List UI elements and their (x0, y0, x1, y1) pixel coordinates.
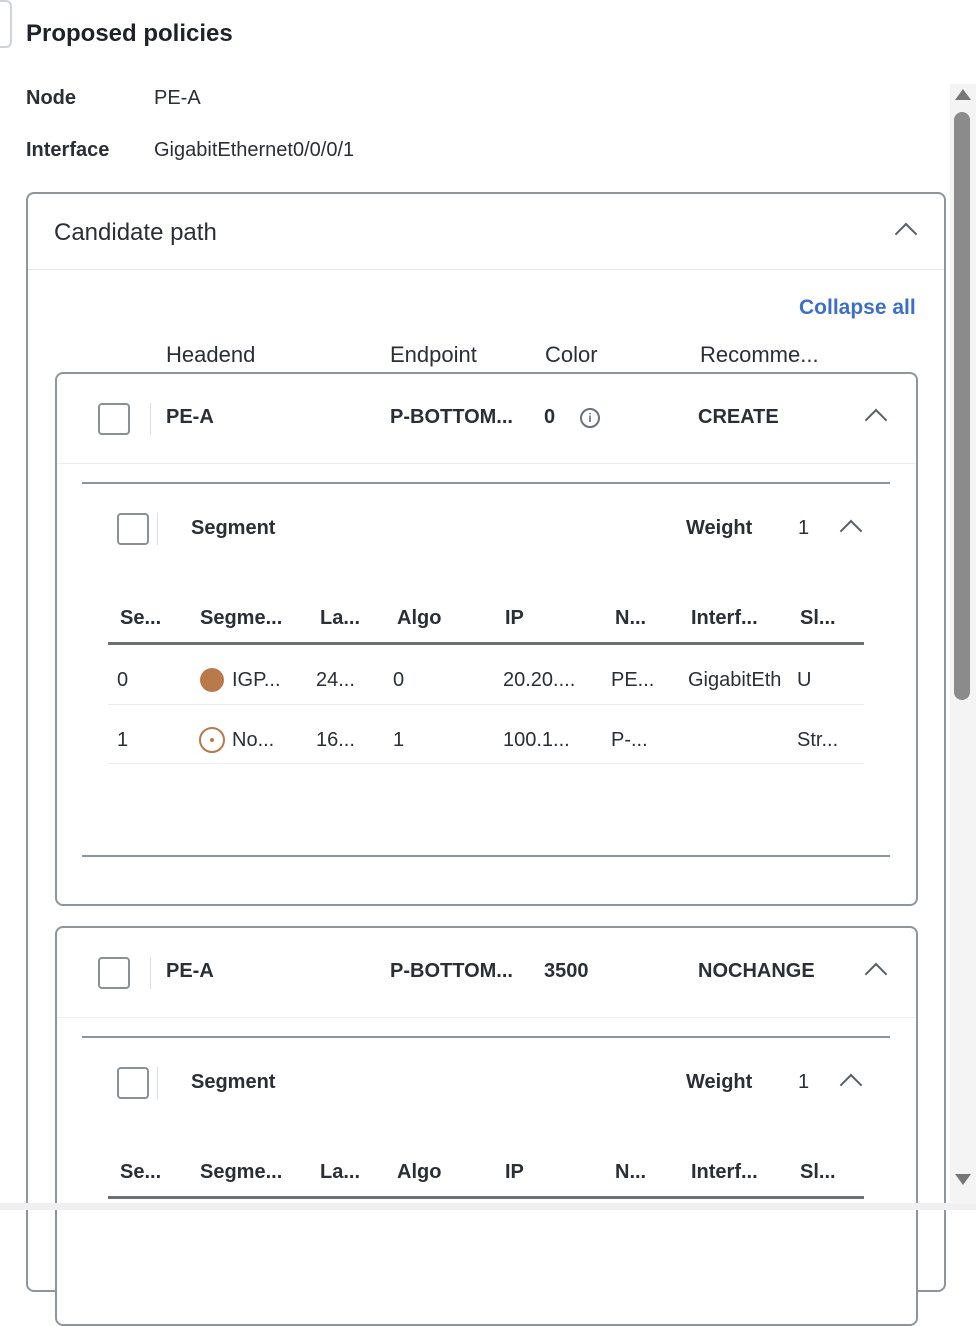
collapse-all-link[interactable]: Collapse all (799, 296, 916, 319)
interface-value: GigabitEthernet0/0/0/1 (154, 139, 355, 161)
node-label: Node (26, 87, 76, 109)
filled-circle-icon (200, 668, 224, 692)
policy-card (55, 926, 918, 1326)
policy-card (55, 372, 918, 906)
endpoint-value: P-BOTTOM... (390, 960, 513, 982)
th-sid[interactable]: Sl... (800, 1161, 836, 1183)
color-value: 3500 (544, 960, 589, 982)
separator (157, 513, 158, 545)
headend-value: PE-A (166, 960, 214, 982)
separator (157, 1067, 158, 1099)
node-circle-icon (199, 727, 225, 753)
column-color: Color (545, 342, 598, 367)
weight-label: Weight (686, 517, 753, 539)
th-algo[interactable]: Algo (397, 1161, 442, 1183)
cell: 0 (393, 669, 405, 691)
info-icon[interactable]: i (580, 408, 600, 428)
cell: U (797, 669, 812, 691)
segment-checkbox[interactable] (117, 1067, 149, 1099)
candidate-path-title: Candidate path (54, 219, 217, 246)
cell: P-... (611, 729, 648, 751)
segment-top-border (82, 482, 890, 484)
policy-checkbox[interactable] (98, 403, 130, 435)
cell: PE... (611, 669, 655, 691)
th-algo[interactable]: Algo (397, 607, 442, 629)
scrollbar[interactable] (950, 84, 976, 1204)
column-headend: Headend (166, 342, 256, 367)
divider (57, 463, 916, 464)
cell: 1 (117, 729, 129, 751)
scroll-up-arrow-icon[interactable] (955, 89, 971, 100)
divider (57, 1017, 916, 1018)
cell: 100.1... (503, 729, 570, 751)
th-segment-type[interactable]: Segme... (200, 1161, 283, 1183)
recommendation-value: NOCHANGE (698, 960, 815, 982)
cell: No... (232, 729, 275, 751)
cell: GigabitEth (688, 669, 782, 691)
segment-checkbox[interactable] (117, 513, 149, 545)
chevron-up-icon[interactable] (895, 223, 918, 246)
color-value: 0 (544, 406, 556, 428)
th-label[interactable]: La... (320, 1161, 361, 1183)
column-endpoint: Endpoint (390, 342, 477, 367)
th-interface[interactable]: Interf... (691, 607, 758, 629)
cell: 1 (393, 729, 405, 751)
row-divider (108, 704, 864, 705)
table-header-border (108, 642, 864, 645)
segment-top-border (82, 1036, 890, 1038)
row-divider (108, 763, 864, 764)
page-title: Proposed policies (26, 20, 233, 47)
cell: 24... (316, 669, 355, 691)
headend-value: PE-A (166, 406, 214, 428)
candidate-path-header[interactable] (28, 194, 944, 270)
th-interface[interactable]: Interf... (691, 1161, 758, 1183)
th-ip[interactable]: IP (505, 607, 524, 629)
weight-value: 1 (798, 517, 810, 539)
cell: 0 (117, 669, 129, 691)
segment-bottom-border (82, 855, 890, 857)
cell: IGP... (232, 669, 281, 691)
th-node[interactable]: N... (615, 607, 647, 629)
scrollbar-thumb[interactable] (954, 112, 970, 700)
cell: 16... (316, 729, 355, 751)
interface-label: Interface (26, 139, 110, 161)
th-sid[interactable]: Sl... (800, 607, 836, 629)
th-sequence[interactable]: Se... (120, 1161, 162, 1183)
bottom-edge (0, 1203, 976, 1210)
node-value: PE-A (154, 87, 201, 109)
scroll-down-arrow-icon[interactable] (955, 1174, 971, 1185)
recommendation-value: CREATE (698, 406, 779, 428)
weight-value: 1 (798, 1071, 810, 1093)
cell: 20.20.... (503, 669, 576, 691)
th-sequence[interactable]: Se... (120, 607, 162, 629)
th-node[interactable]: N... (615, 1161, 647, 1183)
th-label[interactable]: La... (320, 607, 361, 629)
separator (150, 403, 151, 435)
th-segment-type[interactable]: Segme... (200, 607, 283, 629)
cell: Str... (797, 729, 839, 751)
th-ip[interactable]: IP (505, 1161, 524, 1183)
segment-label: Segment (191, 517, 276, 539)
back-tab[interactable] (0, 0, 12, 48)
endpoint-value: P-BOTTOM... (390, 406, 513, 428)
column-recommendation: Recomme... (700, 342, 819, 367)
separator (150, 957, 151, 989)
segment-label: Segment (191, 1071, 276, 1093)
table-header-border (108, 1196, 864, 1199)
weight-label: Weight (686, 1071, 753, 1093)
policy-checkbox[interactable] (98, 957, 130, 989)
